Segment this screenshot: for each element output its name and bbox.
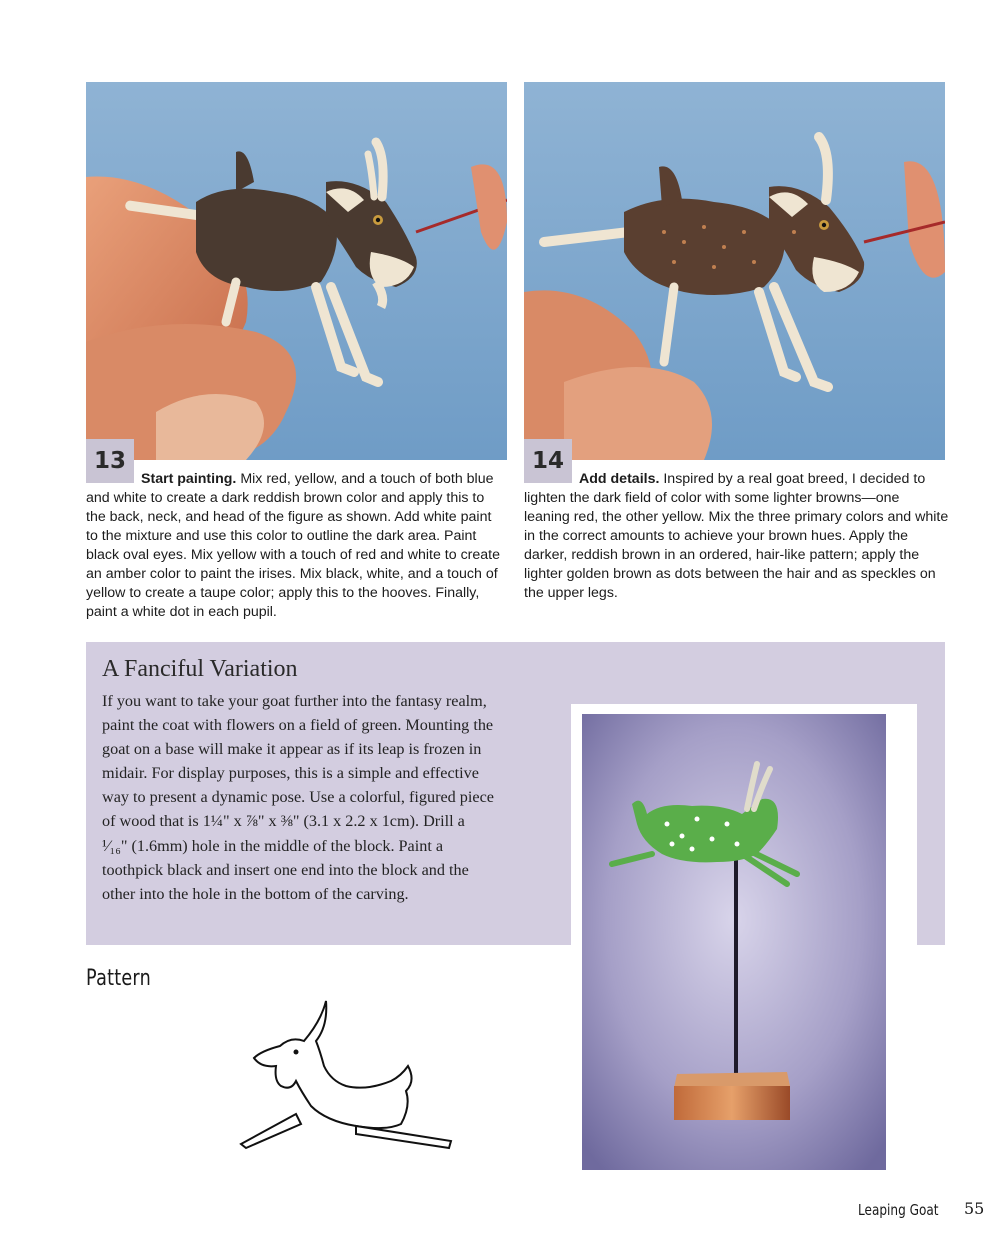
step-13-photo (86, 82, 507, 460)
step-14-title: Add details. (579, 471, 660, 487)
step-14-body: Inspired by a real goat breed, I decided to lighten the dark field of color with some lighter browns—one leaning red, the other yellow. Mix the three primary colors and white in the correct amounts to achieve your brown hues. Apply the darker, reddish brown in an ordered, hair-like pattern; apply the lighter golden brown as dots between the hair and as speckles on the upper legs. (524, 471, 949, 601)
step-14-badge: 14 (524, 439, 572, 483)
step-13-body: Mix red, yellow, and a touch of both blue and white to create a dark reddish brown color and apply this to the back, neck, and head of the figure as shown. Add white paint to the mixture and use this color to outline the dark area. Paint black oval eyes. Mix yellow with a touch of red and white to create an amber color to paint the irises. Mix black, white, and a touch of yellow to create a taupe color; apply this to the hooves. Finally, paint a white dot in each pupil. (86, 471, 501, 620)
step-14-text (524, 470, 949, 603)
variation-photo (582, 714, 886, 1170)
step-14-photo (524, 82, 945, 460)
sidebar-body: If you want to take your goat further into the fantasy realm, paint the coat with flowers on a field of green. Mounting the goat on a base will make it appear as if its leap is frozen in midair. For display purposes, this is a simple and effective way to present a dynamic pose. Use a colorful, figured piece of wood that is 1¼" x ⅞" x ⅜" (3.1 x 2.2 x 1cm). Drill a ¹⁄₁₆" (1.6mm) hole in the middle of the block. Paint a toothpick black and insert one end into the block and the other into the hole in the bottom of the carving. (102, 692, 494, 903)
pattern-heading: Pattern (86, 966, 151, 991)
goat-pattern-outline (236, 996, 464, 1156)
step-13-badge: 13 (86, 439, 134, 483)
sidebar-title: A Fanciful Variation (102, 656, 298, 682)
step-13-title: Start painting. (141, 471, 237, 487)
page-number: 55 (964, 1199, 985, 1218)
footer-chapter-title: Leaping Goat (858, 1201, 939, 1219)
step-13-text (86, 470, 506, 622)
